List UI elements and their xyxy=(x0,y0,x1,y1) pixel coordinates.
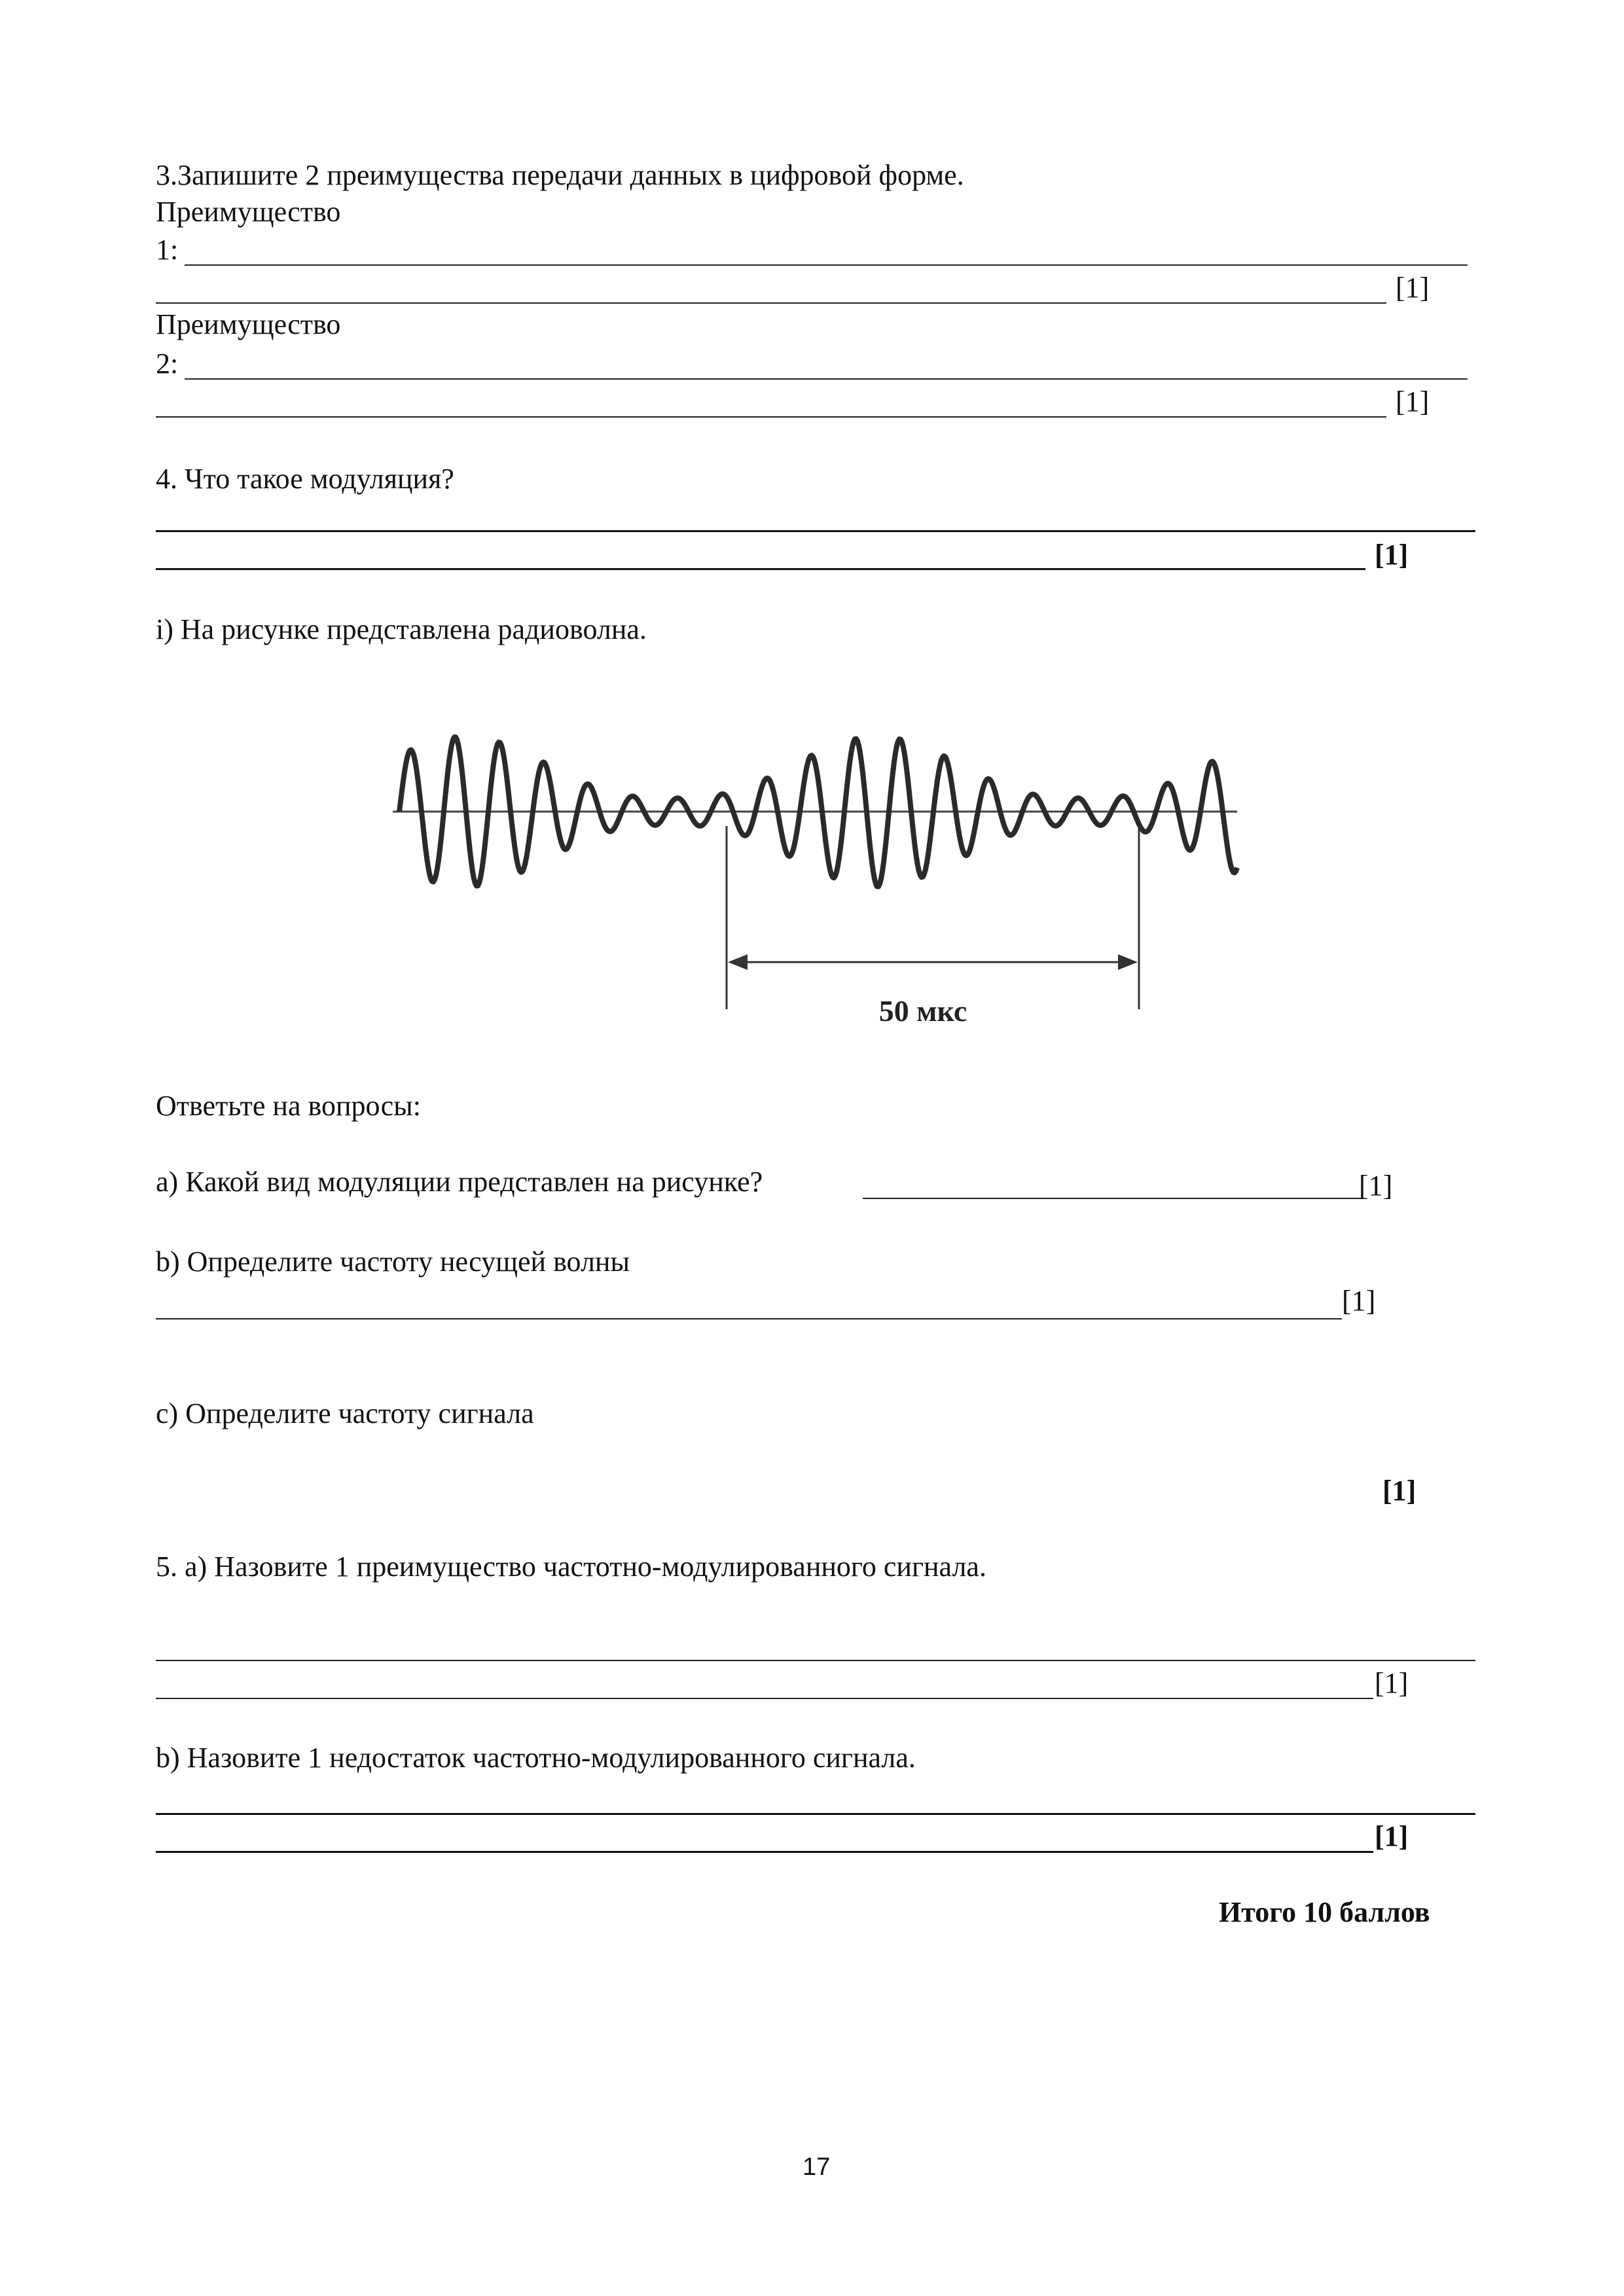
q3-advantage-2-label: Преимущество xyxy=(156,308,341,340)
q4b-mark: [1] xyxy=(1342,1285,1376,1317)
interval-label: 50 мкс xyxy=(878,994,967,1028)
arrow-head-right xyxy=(1118,954,1138,970)
q3-advantage-1-label: Преимущество xyxy=(156,196,341,228)
page-number: 17 xyxy=(803,2153,831,2181)
q5a-text: 5. a) Назовите 1 преимущество частотно-модулированного сигнала. xyxy=(156,1551,986,1583)
q3-advantage-1-number: 1: xyxy=(156,234,179,266)
q5a-mark: [1] xyxy=(1375,1667,1409,1699)
q3-mark-1: [1] xyxy=(1396,272,1430,304)
q3-advantage-2-number: 2: xyxy=(156,348,179,380)
q3-title: 3.Запишите 2 преимущества передачи данных в цифровой форме. xyxy=(156,159,964,191)
q5b-mark: [1] xyxy=(1375,1820,1409,1852)
q5b-text: b) Назовите 1 недостаток частотно-модулированного сигнала. xyxy=(156,1742,916,1774)
q5b-answer-line-2[interactable] xyxy=(156,1851,1373,1853)
q4c-mark: [1] xyxy=(1382,1475,1416,1507)
q4-title: 4. Что такое модуляция? xyxy=(156,463,454,495)
q3-answer-1-line-1[interactable] xyxy=(185,264,1468,266)
q4b-answer-line[interactable] xyxy=(156,1318,1342,1319)
q4c-text: c) Определите частоту сигнала xyxy=(156,1397,534,1429)
q4a-text: a) Какой вид модуляции представлен на рисунке? xyxy=(156,1166,763,1198)
answer-prompt: Ответьте на вопросы: xyxy=(156,1090,421,1122)
q5b-answer-line-1[interactable] xyxy=(156,1813,1475,1815)
q5a-answer-line-2[interactable] xyxy=(156,1698,1373,1699)
arrow-head-left xyxy=(728,954,748,970)
q4b-text: b) Определите частоту несущей волны xyxy=(156,1246,630,1278)
q4-mark: [1] xyxy=(1375,539,1409,571)
q4a-answer-line[interactable] xyxy=(863,1198,1362,1199)
q5a-answer-line-1[interactable] xyxy=(156,1660,1475,1661)
q3-answer-1-line-2[interactable] xyxy=(156,302,1386,304)
radio-wave-figure xyxy=(386,694,1250,1034)
q4-answer-line-2[interactable] xyxy=(156,568,1365,570)
q3-mark-2: [1] xyxy=(1396,386,1430,418)
figure-caption: i) На рисунке представлена радиоволна. xyxy=(156,613,647,645)
q4-answer-line-1[interactable] xyxy=(156,530,1475,532)
q4a-mark: [1] xyxy=(1359,1170,1393,1202)
q3-answer-2-line-1[interactable] xyxy=(185,378,1468,380)
q3-answer-2-line-2[interactable] xyxy=(156,416,1386,418)
total-score: Итого 10 баллов xyxy=(1219,1896,1430,1928)
